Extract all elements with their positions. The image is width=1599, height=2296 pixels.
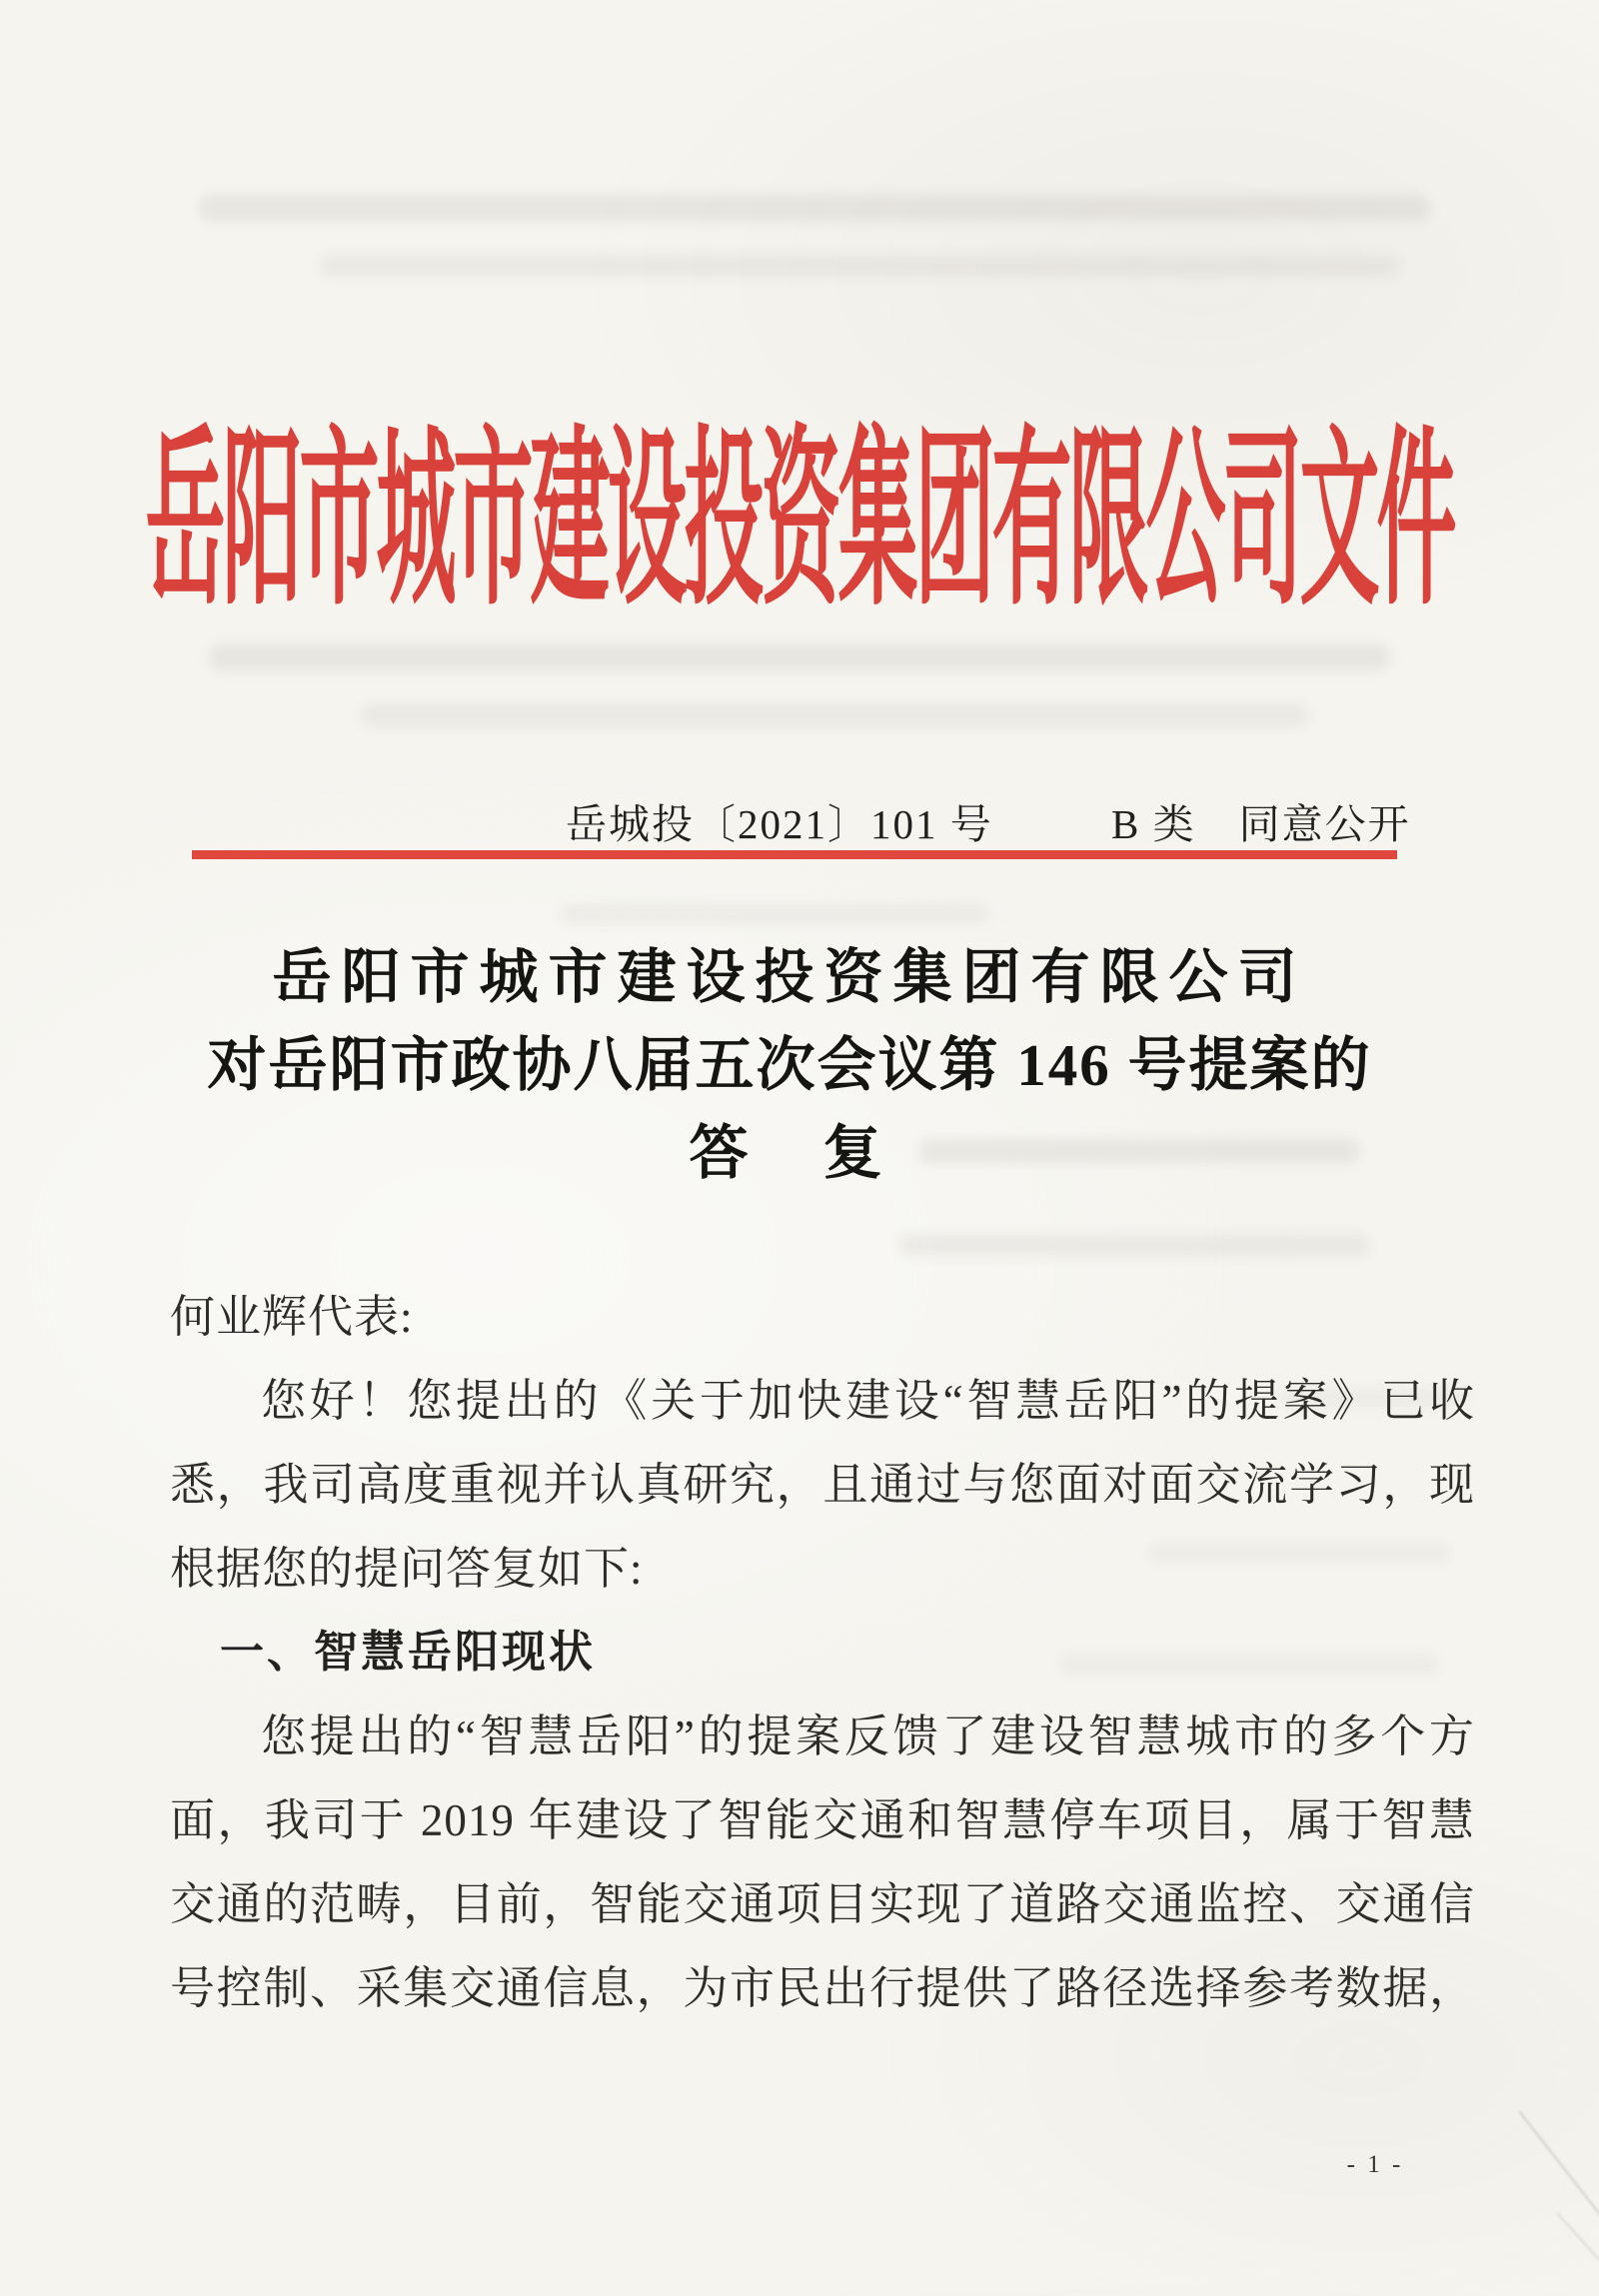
document-number: 岳城投〔2021〕101 号 bbox=[566, 801, 993, 847]
body-line: 面，我司于 2019 年建设了智能交通和智慧停车项目，属于智慧 bbox=[170, 1795, 1475, 1845]
body-line: 悉，我司高度重视并认真研究，且通过与您面对面交流学习，现 bbox=[170, 1460, 1475, 1510]
letterhead bbox=[0, 418, 1599, 629]
body-line: 根据您的提问答复如下: bbox=[170, 1544, 644, 1594]
body-line: 号控制、采集交通信息，为市民出行提供了路径选择参考数据， bbox=[170, 1963, 1475, 2013]
letterhead-org-title: 岳阳市城市建设投资集团有限公司文件 bbox=[145, 418, 1454, 629]
salutation: 何业辉代表: bbox=[170, 1292, 414, 1342]
document-body bbox=[170, 1275, 1475, 2030]
body-line: 您提出的“智慧岳阳”的提案反馈了建设智慧城市的多个方 bbox=[261, 1712, 1475, 1761]
scan-crease bbox=[1519, 2111, 1599, 2278]
scan-artifact bbox=[899, 1234, 1369, 1256]
scan-artifact bbox=[560, 904, 989, 924]
classification-label: B 类 同意公开 bbox=[1111, 801, 1411, 847]
page-number: - 1 - bbox=[1346, 2151, 1404, 2178]
document-title-line3: 答 复 bbox=[689, 1120, 890, 1186]
scan-crease bbox=[1556, 2212, 1599, 2295]
document-title bbox=[10, 933, 1569, 1197]
document-title-line1: 岳阳市城市建设投资集团有限公司 bbox=[272, 944, 1307, 1010]
body-line: 交通的范畴，目前，智能交通项目实现了道路交通监控、交通信 bbox=[170, 1879, 1475, 1929]
document-title-line2: 对岳阳市政协八届五次会议第 146 号提案的 bbox=[207, 1032, 1372, 1098]
letterhead-red-rule bbox=[192, 850, 1397, 859]
document-meta-row bbox=[0, 791, 1599, 847]
scan-artifact bbox=[360, 704, 1309, 726]
scan-artifact bbox=[200, 195, 1429, 221]
scan-artifact bbox=[320, 255, 1399, 277]
body-line: 您好！您提出的《关于加快建设“智慧岳阳”的提案》已收 bbox=[261, 1376, 1475, 1426]
section-heading: 一、智慧岳阳现状 bbox=[220, 1628, 596, 1677]
scan-artifact bbox=[210, 644, 1389, 670]
